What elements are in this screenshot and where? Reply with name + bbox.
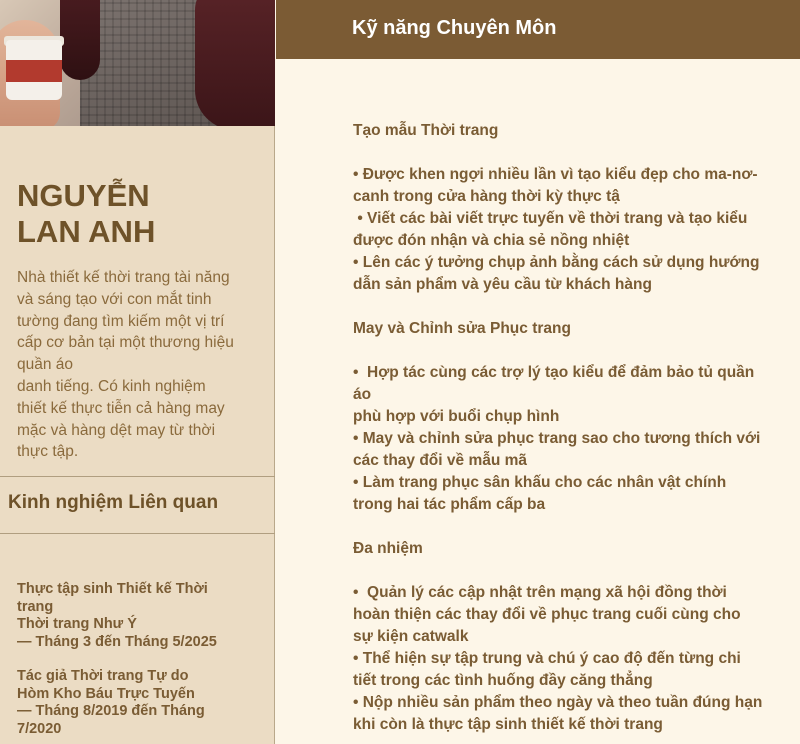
section-title: May và Chỉnh sửa Phục trang xyxy=(353,320,571,337)
name-line-1: NGUYỄN xyxy=(17,178,150,213)
bullet-line: dẫn sản phẩm và yêu cầu từ khách hàng xyxy=(353,276,652,293)
experience-line: Hòm Kho Báu Trực Tuyến xyxy=(17,685,195,702)
summary-line: thực tập. xyxy=(17,443,79,461)
bullet-line: được đón nhận và chia sẻ nồng nhiệt xyxy=(353,232,630,249)
section-title: Đa nhiệm xyxy=(353,540,423,557)
skills-header-bar xyxy=(276,0,800,59)
bullet-line: • Viết các bài viết trực tuyến về thời trang và tạo kiểu xyxy=(353,210,748,227)
experience-line: Tác giả Thời trang Tự do xyxy=(17,668,189,684)
summary-line: và sáng tạo với con mắt tinh xyxy=(17,290,212,308)
sidebar xyxy=(0,0,275,744)
experience-line: — Tháng 3 đến Tháng 5/2025 xyxy=(17,633,217,650)
experience-line: — Tháng 8/2019 đến Tháng xyxy=(17,703,205,719)
skills-header-title: Kỹ năng Chuyên Môn xyxy=(352,17,557,39)
summary-line: danh tiếng. Có kinh nghiệm xyxy=(17,377,206,395)
divider xyxy=(0,533,275,534)
experience-item xyxy=(17,581,262,651)
bullet-line: • May và chỉnh sửa phục trang sao cho tương thích với xyxy=(353,430,761,447)
experience-item xyxy=(17,668,262,738)
bullet-line: • Làm trang phục sân khấu cho các nhân vật chính xyxy=(353,474,727,491)
name-line-2: LAN ANH xyxy=(17,214,156,249)
bullet-line: hoàn thiện các thay đổi về phục trang cuối cùng cho xyxy=(353,606,741,623)
bullet-line: trong hai tác phẩm cấp ba xyxy=(353,496,546,513)
bullet-line: áo xyxy=(353,386,372,403)
skills-section xyxy=(353,538,793,736)
bullet-line: • Quản lý các cập nhật trên mạng xã hội đồng thời xyxy=(353,584,727,601)
divider xyxy=(0,476,275,477)
bullet-line: phù hợp với buổi chụp hình xyxy=(353,408,560,425)
section-title: Tạo mẫu Thời trang xyxy=(353,122,499,139)
bullet-line: tiết trong các tình huống đầy căng thẳng xyxy=(353,672,653,689)
experience-line: trang xyxy=(17,598,54,615)
experience-line: Thực tập sinh Thiết kế Thời xyxy=(17,581,208,597)
summary-line: mặc và hàng dệt may từ thời xyxy=(17,421,216,439)
skills-section xyxy=(353,120,793,296)
bullet-line: các thay đổi về mẫu mã xyxy=(353,452,528,469)
bullet-line: • Được khen ngợi nhiều lần vì tạo kiểu đẹp cho ma-nơ- xyxy=(353,166,758,183)
profile-photo xyxy=(0,0,275,126)
bullet-line: • Hợp tác cùng các trợ lý tạo kiểu để đảm bảo tủ quần xyxy=(353,364,755,381)
summary-line: cấp cơ bản tại một thương hiệu xyxy=(17,334,234,352)
bullet-line: • Nộp nhiều sản phẩm theo ngày và theo tuần đúng hạn xyxy=(353,694,763,711)
summary-line: tường đang tìm kiếm một vị trí xyxy=(17,312,225,330)
profile-name xyxy=(17,178,262,250)
skills-section xyxy=(353,318,793,516)
summary-line: thiết kế thực tiễn cả hàng may xyxy=(17,399,225,417)
bullet-line: canh trong cửa hàng thời kỳ thực tậ xyxy=(353,188,620,205)
bullet-line: sự kiện catwalk xyxy=(353,628,469,645)
profile-summary xyxy=(17,267,262,463)
bullet-line: khi còn là thực tập sinh thiết kế thời trang xyxy=(353,716,663,733)
bullet-line: • Lên các ý tưởng chụp ảnh bằng cách sử dụng hướng xyxy=(353,254,760,271)
experience-line: Thời trang Như Ý xyxy=(17,616,137,632)
summary-line: quần áo xyxy=(17,356,74,374)
experience-line: 7/2020 xyxy=(17,720,62,737)
experience-title: Kinh nghiệm Liên quan xyxy=(8,492,219,513)
skills-content xyxy=(353,120,793,744)
summary-line: Nhà thiết kế thời trang tài năng xyxy=(17,269,230,286)
bullet-line: • Thể hiện sự tập trung và chú ý cao độ đến từng chi xyxy=(353,650,741,667)
